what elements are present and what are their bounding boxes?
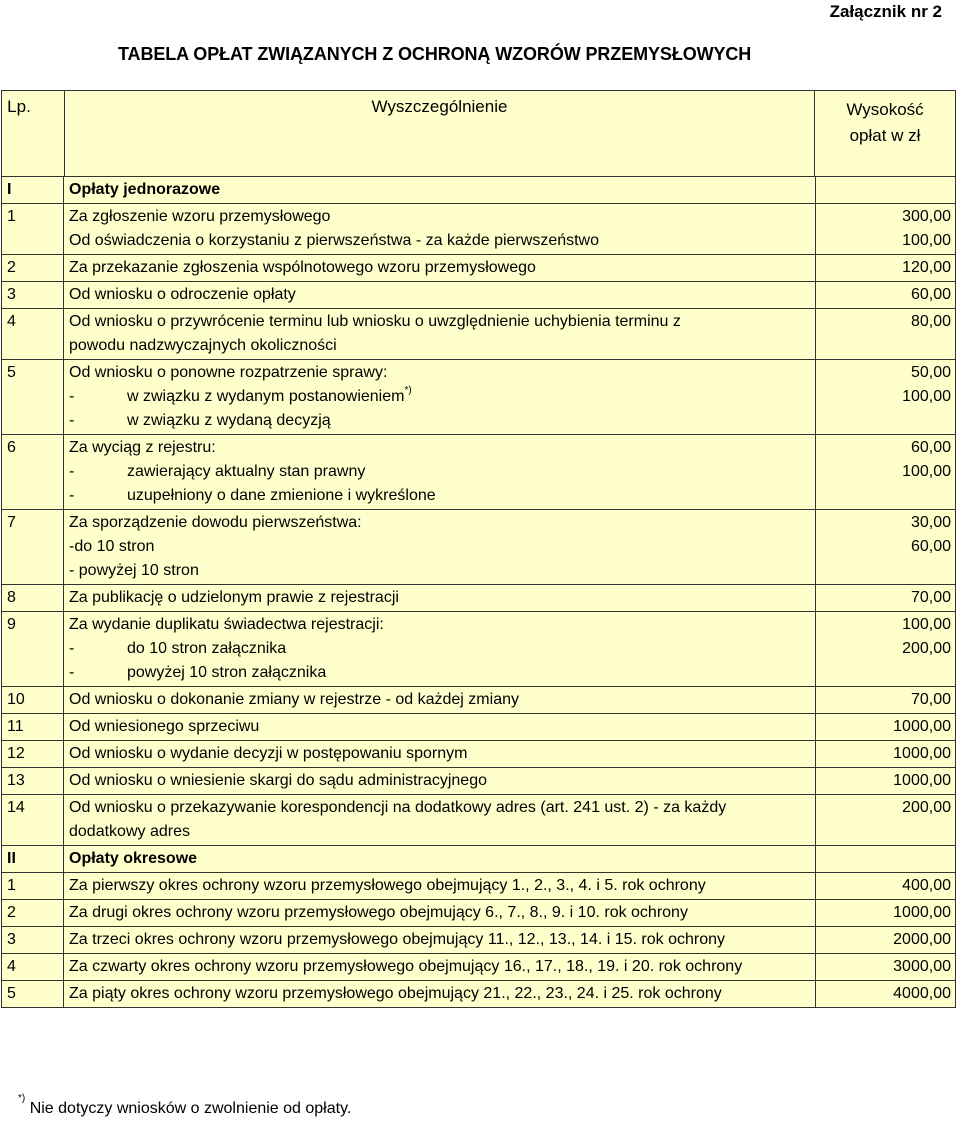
amount-value: 1000,00: [893, 772, 951, 789]
description-subitem: [69, 535, 811, 559]
row-amount: [816, 585, 956, 612]
table-row: [2, 585, 956, 612]
description-line: Od wniosku o przekazywanie korespondencji na dodatkowy adres (art. 241 ust. 2) - za każdy: [69, 799, 727, 816]
table-row: [2, 204, 956, 255]
table-row: [2, 612, 956, 687]
footnote-ref: *): [404, 384, 412, 396]
description-line: Za zgłoszenie wzoru przemysłowego: [69, 208, 331, 225]
row-number: 13: [2, 768, 64, 795]
description-intro: Za wyciąg z rejestru:: [69, 439, 216, 456]
row-description: Za piąty okres ochrony wzoru przemysłowego obejmujący 21., 22., 23., 24. i 25. rok ochrony: [64, 981, 816, 1008]
subitem-text: powyżej 10 stron załącznika: [127, 664, 327, 681]
table-row: [2, 795, 956, 846]
section-number: I: [2, 177, 64, 204]
row-number: 1: [2, 204, 64, 255]
row-number: 2: [2, 900, 64, 927]
row-description: Za czwarty okres ochrony wzoru przemysłowego obejmujący 16., 17., 18., 19. i 20. rok ochrony: [64, 954, 816, 981]
subitem-text: do 10 stron załącznika: [127, 640, 287, 657]
row-description: [64, 795, 816, 846]
footnote-text: Nie dotyczy wniosków o zwolnienie od opłaty.: [29, 1100, 352, 1117]
description-line: Od wniosku o wniesienie skargi do sądu administracyjnego: [69, 772, 487, 789]
description-line: Od wniosku o przywrócenie terminu lub wniosku o uwzględnienie uchybienia terminu z: [69, 313, 681, 330]
amount-value: 70,00: [910, 691, 951, 708]
row-description: [64, 360, 816, 435]
dash-marker: -: [69, 388, 75, 405]
row-number: 6: [2, 435, 64, 510]
description-line: Za publikację o udzielonym prawie z rejestracji: [69, 589, 399, 606]
amount-value: 200,00: [902, 640, 951, 657]
attachment-label: Załącznik nr 2: [829, 2, 942, 21]
section-title: Opłaty okresowe: [64, 846, 816, 873]
table-row: [2, 954, 956, 981]
row-description: Za pierwszy okres ochrony wzoru przemysłowego obejmujący 1., 2., 3., 4. i 5. rok ochrony: [64, 873, 816, 900]
table-row: [2, 927, 956, 954]
table-row: [2, 873, 956, 900]
table-row: [2, 741, 956, 768]
header-amount: Wysokość opłat w zł: [815, 91, 956, 177]
subitem-text: w związku z wydanym postanowieniem: [127, 388, 405, 405]
amount-value: 30,00: [910, 514, 951, 531]
row-amount: [816, 510, 956, 585]
description-intro: Za sporządzenie dowodu pierwszeństwa:: [69, 514, 362, 531]
table-row: [2, 687, 956, 714]
row-amount: [816, 795, 956, 846]
table-row: [2, 282, 956, 309]
description-line: powodu nadzwyczajnych okoliczności: [69, 337, 337, 354]
description-intro: Od wniosku o ponowne rozpatrzenie sprawy:: [69, 364, 388, 381]
description-line: Od oświadczenia o korzystaniu z pierwszeństwa - za każde pierwszeństwo: [69, 232, 600, 249]
row-number: 4: [2, 954, 64, 981]
row-description: Za drugi okres ochrony wzoru przemysłowego obejmujący 6., 7., 8., 9. i 10. rok ochrony: [64, 900, 816, 927]
amount-value: 60,00: [910, 538, 951, 555]
description-subitem: [69, 484, 811, 508]
table-row: [2, 981, 956, 1008]
row-amount: [816, 360, 956, 435]
section-amount-empty: [816, 846, 956, 873]
row-description: [64, 687, 816, 714]
row-amount: [816, 255, 956, 282]
dash-marker: -: [69, 640, 75, 657]
row-number: 14: [2, 795, 64, 846]
description-line: Od wniesionego sprzeciwu: [69, 718, 260, 735]
row-amount: [816, 309, 956, 360]
row-number: 8: [2, 585, 64, 612]
amount-value: 50,00: [910, 364, 951, 381]
description-subitem: [69, 385, 811, 409]
amount-value: 80,00: [910, 313, 951, 330]
subitem-text: uzupełniony o dane zmienione i wykreślone: [127, 487, 436, 504]
row-description: [64, 204, 816, 255]
amount-value: 60,00: [910, 286, 951, 303]
table-row: [2, 435, 956, 510]
amount-value: 100,00: [902, 388, 951, 405]
description-subitem: [69, 559, 811, 583]
row-description: [64, 741, 816, 768]
amount-value: 100,00: [902, 232, 951, 249]
description-subitem: [69, 637, 811, 661]
row-number: 5: [2, 360, 64, 435]
description-subitem: [69, 661, 811, 685]
section-row: [2, 846, 956, 873]
amount-value: 120,00: [902, 259, 951, 276]
table-row: [2, 768, 956, 795]
description-intro: Za wydanie duplikatu świadectwa rejestracji:: [69, 616, 384, 633]
amount-value: 60,00: [910, 439, 951, 456]
row-description: Za trzeci okres ochrony wzoru przemysłowego obejmujący 11., 12., 13., 14. i 15. rok ochrony: [64, 927, 816, 954]
row-number: 1: [2, 873, 64, 900]
row-amount: [816, 204, 956, 255]
dash-marker: -: [69, 664, 75, 681]
subitem-text: - powyżej 10 stron: [69, 562, 199, 579]
row-amount: [816, 612, 956, 687]
section-number: II: [2, 846, 64, 873]
subitem-text: -do 10 stron: [69, 538, 155, 555]
amount-value: 100,00: [902, 463, 951, 480]
amount-value: 300,00: [902, 208, 951, 225]
row-amount: 400,00: [816, 873, 956, 900]
table-row: [2, 309, 956, 360]
table-row: [2, 255, 956, 282]
row-number: 9: [2, 612, 64, 687]
description-line: Za przekazanie zgłoszenia wspólnotowego wzoru przemysłowego: [69, 259, 536, 276]
row-amount: [816, 435, 956, 510]
table-header: [1, 90, 956, 177]
table-row: [2, 360, 956, 435]
row-amount: [816, 687, 956, 714]
description-line: dodatkowy adres: [69, 823, 190, 840]
section-row: [2, 177, 956, 204]
description-line: Od wniosku o dokonanie zmiany w rejestrze - od każdej zmiany: [69, 691, 519, 708]
row-description: [64, 309, 816, 360]
table-row: [2, 510, 956, 585]
row-number: 4: [2, 309, 64, 360]
section-title: Opłaty jednorazowe: [64, 177, 816, 204]
row-number: 11: [2, 714, 64, 741]
amount-value: 70,00: [910, 589, 951, 606]
row-amount: 3000,00: [816, 954, 956, 981]
row-amount: [816, 768, 956, 795]
dash-marker: -: [69, 487, 75, 504]
row-amount: 2000,00: [816, 927, 956, 954]
section-amount-empty: [816, 177, 956, 204]
table-row: [2, 900, 956, 927]
amount-value: 200,00: [902, 799, 951, 816]
row-amount: [816, 714, 956, 741]
footnote: [18, 1092, 352, 1118]
description-line: Od wniosku o wydanie decyzji w postępowaniu spornym: [69, 745, 468, 762]
dash-marker: -: [69, 463, 75, 480]
row-description: [64, 768, 816, 795]
row-description: [64, 714, 816, 741]
header-lp: Lp.: [2, 91, 65, 177]
row-number: 12: [2, 741, 64, 768]
header-description: Wyszczególnienie: [65, 91, 815, 177]
amount-value: 1000,00: [893, 745, 951, 762]
row-amount: [816, 282, 956, 309]
row-description: [64, 612, 816, 687]
description-subitem: [69, 409, 811, 433]
page-title: TABELA OPŁAT ZWIĄZANYCH Z OCHRONĄ WZORÓW PRZEMYSŁOWYCH: [118, 44, 752, 64]
dash-marker: -: [69, 412, 75, 429]
row-number: 2: [2, 255, 64, 282]
row-amount: 1000,00: [816, 900, 956, 927]
description-line: Od wniosku o odroczenie opłaty: [69, 286, 296, 303]
amount-value: 1000,00: [893, 718, 951, 735]
table-row: [2, 714, 956, 741]
footnote-mark: *): [18, 1092, 26, 1104]
row-amount: [816, 741, 956, 768]
row-number: 5: [2, 981, 64, 1008]
row-number: 3: [2, 927, 64, 954]
row-amount: 4000,00: [816, 981, 956, 1008]
row-number: 10: [2, 687, 64, 714]
subitem-text: zawierający aktualny stan prawny: [127, 463, 366, 480]
description-subitem: [69, 460, 811, 484]
fee-table: [1, 176, 956, 1008]
row-description: [64, 255, 816, 282]
amount-value: 100,00: [902, 616, 951, 633]
row-number: 7: [2, 510, 64, 585]
subitem-text: w związku z wydaną decyzją: [127, 412, 331, 429]
row-description: [64, 435, 816, 510]
row-description: [64, 585, 816, 612]
row-description: [64, 510, 816, 585]
row-number: 3: [2, 282, 64, 309]
row-description: [64, 282, 816, 309]
